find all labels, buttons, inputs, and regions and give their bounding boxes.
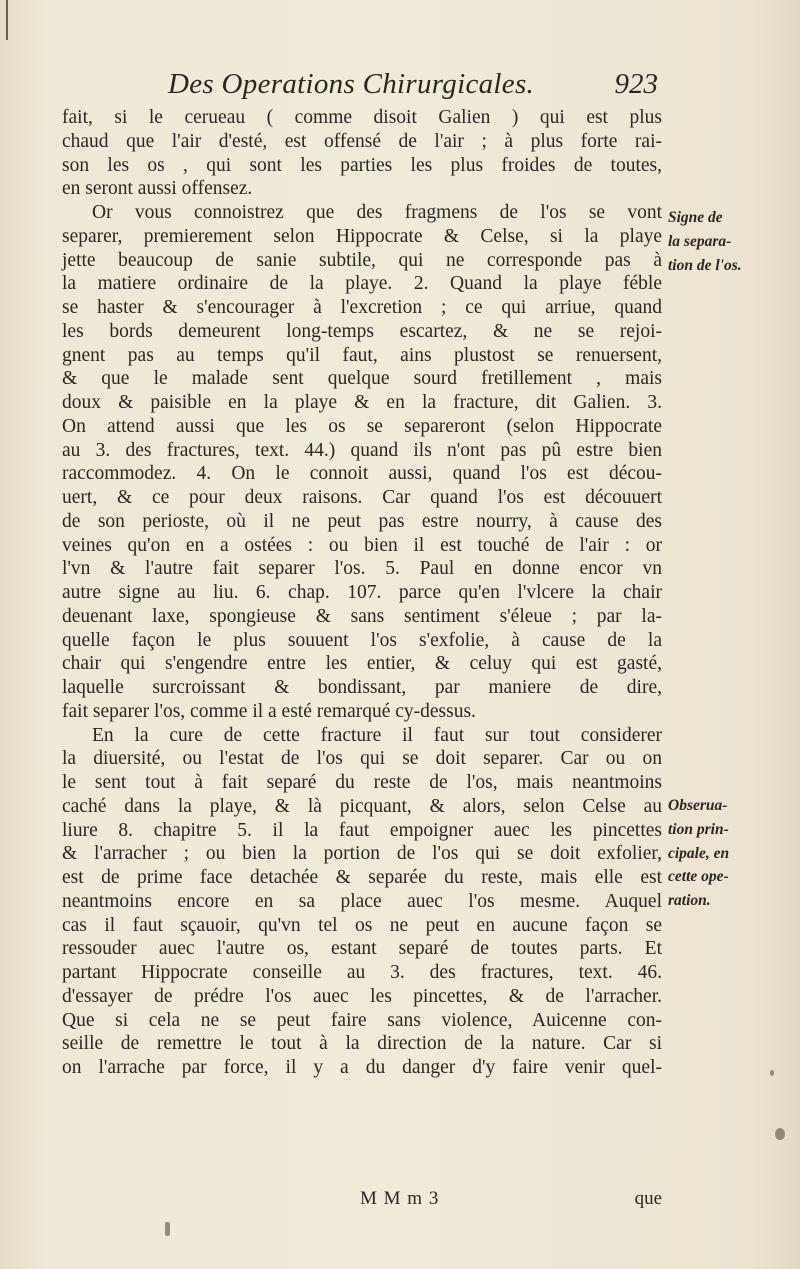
- text-line: jette beaucoup de sanie subtile, qui ne corresponde pas à: [62, 249, 662, 271]
- margin-note-line: cette ope-: [668, 868, 729, 886]
- text-line: caché dans la playe, & là picquant, & alors, selon Celse au: [62, 795, 662, 817]
- text-line: uert, & ce pour deux raisons. Car quand l'os est découuert: [62, 487, 662, 508]
- text-line: seille de remettre le tout à la direction de la nature. Car si: [62, 1033, 662, 1055]
- text-line: ressouder auec l'autre os, estant separé de toutes parts. Et: [62, 938, 662, 960]
- margin-note-line: tion de l'os.: [668, 256, 742, 274]
- margin-note-line: Obserua-: [668, 797, 728, 814]
- text-line: l'vn & l'autre fait separer l'os. 5. Paul en donne encor vn: [62, 558, 662, 580]
- text-line: Or vous connoistrez que des fragmens de l'os se vont: [92, 202, 662, 223]
- text-line: En la cure de cette fracture il faut sur tout considerer: [92, 724, 662, 746]
- text-line: le sent tout à fait separé du reste de l'os, mais neantmoins: [62, 772, 662, 793]
- running-title: Des Operations Chirurgicales.: [168, 68, 535, 100]
- text-line: veines qu'on en a ostées : ou bien il est touché de l'air : or: [62, 534, 662, 556]
- text-line: doux & paisible en la playe & en la fracture, dit Galien. 3.: [62, 392, 662, 413]
- margin-note-line: Signe de: [668, 209, 723, 226]
- text-line: Que si cela ne se peut faire sans violence, Auicenne con-: [62, 1009, 662, 1031]
- text-line: est de prime face detachée & separée du reste, mais elle est: [62, 867, 662, 888]
- body-text: [62, 106, 662, 1080]
- catchword: que: [634, 1188, 662, 1209]
- text-line: fait separer l'os, comme il a esté remarqué cy-dessus.: [62, 700, 476, 722]
- page-number: 923: [614, 68, 658, 100]
- text-line: deuenant laxe, spongieuse & sans sentiment s'éleue ; par la-: [62, 605, 662, 627]
- text-line: chaud que l'air d'esté, est offensé de l'air ; à plus forte rai-: [62, 130, 662, 152]
- text-line: quelle façon le plus souuent l'os s'exfolie, à cause de la: [62, 629, 662, 651]
- text-line: & que le malade sent quelque sourd fretillement , mais: [62, 368, 662, 390]
- ink-speck: [165, 1222, 170, 1236]
- ink-speck: [775, 1128, 785, 1140]
- text-line: la matiere ordinaire de la playe. 2. Quand la playe féble: [62, 273, 662, 295]
- text-line: On attend aussi que les os se separeront (selon Hippocrate: [62, 415, 662, 437]
- text-line: en seront aussi offensez.: [62, 178, 253, 200]
- text-line: de son perioste, où il ne peut pas estre nourry, à cause des: [62, 510, 662, 532]
- text-line: autre signe au liu. 6. chap. 107. parce qu'en l'vlcere la chair: [62, 582, 662, 603]
- page-header: [168, 68, 668, 108]
- text-line: fait, si le cerueau ( comme disoit Galien ) qui est plus: [62, 107, 662, 128]
- text-line: gnent pas au temps qu'il faut, ains plustost se renuersent,: [62, 344, 662, 366]
- text-line: au 3. des fractures, text. 44.) quand ils n'ont pas pû estre bien: [62, 439, 662, 461]
- text-line: on l'arrache par force, il y a du danger d'y faire venir quel-: [62, 1057, 662, 1078]
- text-line: d'essayer de prédre l'os auec les pincettes, & de l'arracher.: [62, 985, 662, 1007]
- text-line: separer, premierement selon Hippocrate & Celse, si la playe: [62, 225, 662, 247]
- text-line: chair qui s'engendre entre les entier, & celuy qui est gasté,: [62, 653, 662, 675]
- signature-mark: M M m 3: [360, 1188, 440, 1209]
- ink-speck: [770, 1070, 774, 1076]
- text-line: la diuersité, ou l'estat de l'os qui se doit separer. Car ou on: [62, 748, 662, 770]
- text-line: son les os , qui sont les parties les plus froides de toutes,: [62, 154, 662, 176]
- text-line: liure 8. chapitre 5. il la faut empoigner auec les pincettes: [62, 819, 662, 841]
- margin-note-line: la separa-: [668, 232, 732, 250]
- text-line: se haster & s'encourager à l'excretion ; ce qui arriue, quand: [62, 297, 662, 318]
- margin-note-obseruation: [660, 794, 800, 913]
- page-footer: [62, 1188, 662, 1214]
- text-line: les bords demeurent long-temps escartez, & ne se rejoi-: [62, 320, 662, 342]
- margin-note-line: cipale, en: [668, 844, 730, 862]
- text-line: raccommodez. 4. On le connoit aussi, quand l'os est décou-: [62, 463, 662, 485]
- text-line: partant Hippocrate conseille au 3. des fractures, text. 46.: [62, 962, 662, 983]
- margin-note-line: tion prin-: [668, 820, 729, 838]
- page-edge-rule: [6, 0, 8, 40]
- text-line: laquelle surcroissant & bondissant, par maniere de dire,: [62, 677, 662, 698]
- text-line: neantmoins encore en sa place auec l'os mesme. Auquel: [62, 890, 662, 912]
- margin-note-line: ration.: [668, 892, 711, 909]
- text-line: & l'arracher ; ou bien la portion de l'os qui se doit exfolier,: [62, 843, 662, 865]
- text-line: cas il faut sçauoir, qu'vn tel os ne peut en aucune façon se: [62, 914, 662, 936]
- margin-note-signe: [660, 206, 800, 277]
